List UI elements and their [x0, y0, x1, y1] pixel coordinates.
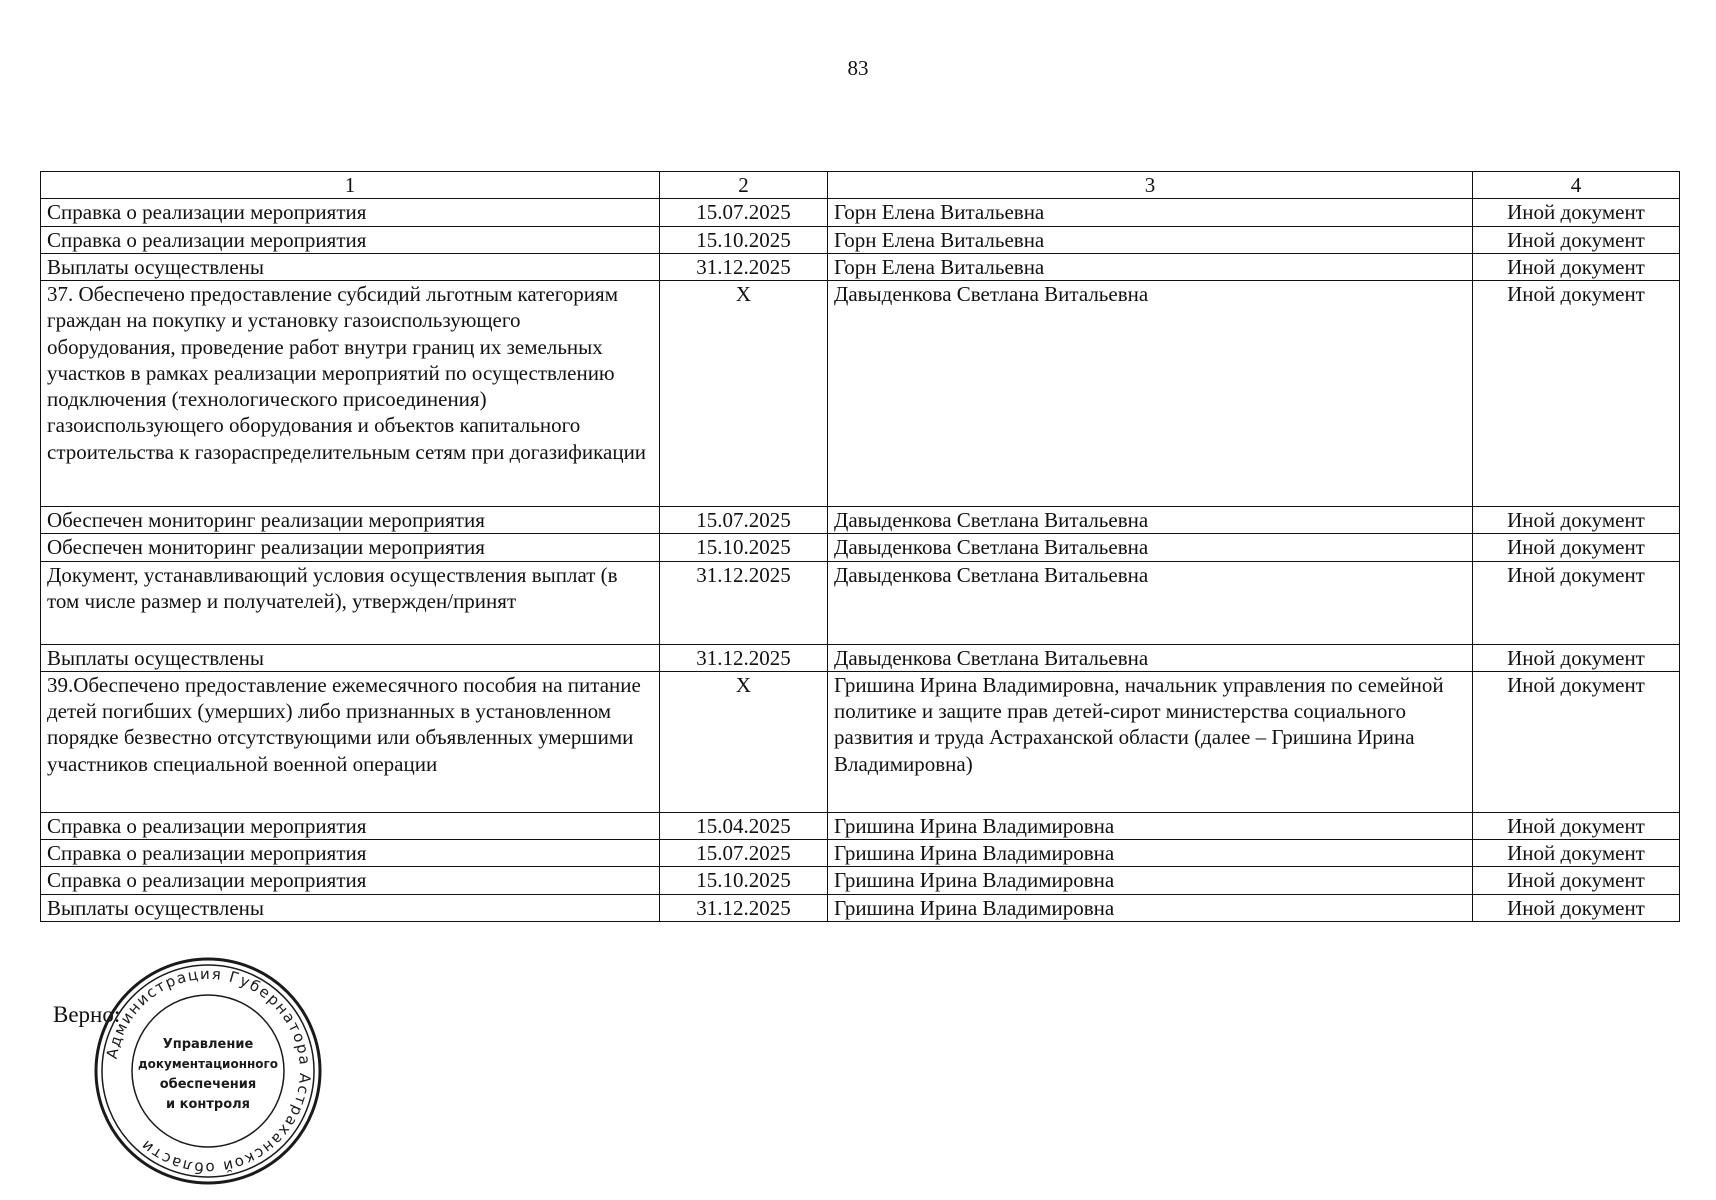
cell-responsible: Горн Елена Витальевна — [828, 226, 1473, 253]
table-row — [41, 644, 1680, 671]
header-col-4: 4 — [1473, 172, 1680, 199]
cell-date: 15.07.2025 — [660, 199, 828, 226]
cell-event: 37. Обеспечено предоставление субсидий льготным категориям граждан на покупку и установку газоиспользующего оборудования, проведение работ внутри границ их земельных участков в рамках реализации мероприятий по осуществлению подключения (технологического присоединения) газоиспользующего оборудования и объектов капитального строительства к газораспределительным сетям при догазификации — [41, 281, 660, 507]
header-col-2: 2 — [660, 172, 828, 199]
header-col-1: 1 — [41, 172, 660, 199]
cell-document-type: Иной документ — [1473, 561, 1680, 644]
cell-responsible: Горн Елена Витальевна — [828, 253, 1473, 280]
table-row — [41, 253, 1680, 280]
seal-center-line: документационного — [137, 1057, 279, 1071]
cell-date: 15.10.2025 — [660, 226, 828, 253]
table-row — [41, 561, 1680, 644]
cell-event: Справка о реализации мероприятия — [41, 867, 660, 894]
table-row — [41, 281, 1680, 507]
cell-event: Обеспечен мониторинг реализации мероприятия — [41, 507, 660, 534]
table-row — [41, 199, 1680, 226]
cell-event: Выплаты осуществлены — [41, 894, 660, 921]
cell-responsible: Давыденкова Светлана Витальевна — [828, 561, 1473, 644]
cell-document-type: Иной документ — [1473, 226, 1680, 253]
cell-document-type: Иной документ — [1473, 534, 1680, 561]
cell-date: X — [660, 281, 828, 507]
seal-center-line: и контроля — [165, 1097, 251, 1112]
seal-center-line: обеспечения — [159, 1077, 257, 1092]
seal-ring-text: Администрация Губернатора Астраханской области — [102, 964, 315, 1178]
cell-date: 31.12.2025 — [660, 894, 828, 921]
cell-responsible: Горн Елена Витальевна — [828, 199, 1473, 226]
cell-responsible: Давыденкова Светлана Витальевна — [828, 281, 1473, 507]
table-row — [41, 226, 1680, 253]
cell-date: 31.12.2025 — [660, 561, 828, 644]
table-row — [41, 867, 1680, 894]
cell-document-type: Иной документ — [1473, 671, 1680, 812]
table-row — [41, 894, 1680, 921]
cell-date: X — [660, 671, 828, 812]
cell-event: Выплаты осуществлены — [41, 253, 660, 280]
header-col-3: 3 — [828, 172, 1473, 199]
document-table — [40, 171, 1680, 922]
table-row — [41, 812, 1680, 839]
cell-date: 31.12.2025 — [660, 253, 828, 280]
seal-center-line: Управление — [162, 1037, 254, 1052]
cell-date: 15.10.2025 — [660, 867, 828, 894]
cell-event: Справка о реализации мероприятия — [41, 226, 660, 253]
cell-responsible: Давыденкова Светлана Витальевна — [828, 507, 1473, 534]
cell-responsible: Гришина Ирина Владимировна, начальник управления по семейной политике и защите прав детей-сирот министерства социального развития и труда Астраханской области (далее – Гришина Ирина Владимировна) — [828, 671, 1473, 812]
table-header-row — [41, 172, 1680, 199]
cell-document-type: Иной документ — [1473, 867, 1680, 894]
official-seal — [92, 955, 324, 1187]
cell-date: 15.10.2025 — [660, 534, 828, 561]
cell-document-type: Иной документ — [1473, 199, 1680, 226]
certification-label: Верно: — [53, 1002, 121, 1027]
table-row — [41, 671, 1680, 812]
cell-responsible: Давыденкова Светлана Витальевна — [828, 644, 1473, 671]
cell-date: 15.04.2025 — [660, 812, 828, 839]
cell-responsible: Гришина Ирина Владимировна — [828, 894, 1473, 921]
cell-event: Обеспечен мониторинг реализации мероприятия — [41, 534, 660, 561]
cell-event: 39.Обеспечено предоставление ежемесячного пособия на питание детей погибших (умерших) либо признанных в установленном порядке безвестно отсутствующими или объявленных умершими участников специальной военной операции — [41, 671, 660, 812]
cell-event: Справка о реализации мероприятия — [41, 199, 660, 226]
page-number: 83 — [847, 56, 869, 80]
table-row — [41, 534, 1680, 561]
cell-document-type: Иной документ — [1473, 840, 1680, 867]
cell-responsible: Гришина Ирина Владимировна — [828, 812, 1473, 839]
table-row — [41, 840, 1680, 867]
cell-responsible: Гришина Ирина Владимировна — [828, 840, 1473, 867]
cell-date: 31.12.2025 — [660, 644, 828, 671]
cell-event: Выплаты осуществлены — [41, 644, 660, 671]
cell-event: Справка о реализации мероприятия — [41, 812, 660, 839]
cell-event: Справка о реализации мероприятия — [41, 840, 660, 867]
cell-document-type: Иной документ — [1473, 812, 1680, 839]
cell-responsible: Давыденкова Светлана Витальевна — [828, 534, 1473, 561]
cell-document-type: Иной документ — [1473, 507, 1680, 534]
cell-responsible: Гришина Ирина Владимировна — [828, 867, 1473, 894]
cell-document-type: Иной документ — [1473, 281, 1680, 507]
cell-document-type: Иной документ — [1473, 253, 1680, 280]
cell-document-type: Иной документ — [1473, 644, 1680, 671]
cell-event: Документ, устанавливающий условия осуществления выплат (в том числе размер и получателей), утвержден/принят — [41, 561, 660, 644]
cell-date: 15.07.2025 — [660, 507, 828, 534]
table-row — [41, 507, 1680, 534]
cell-date: 15.07.2025 — [660, 840, 828, 867]
cell-document-type: Иной документ — [1473, 894, 1680, 921]
